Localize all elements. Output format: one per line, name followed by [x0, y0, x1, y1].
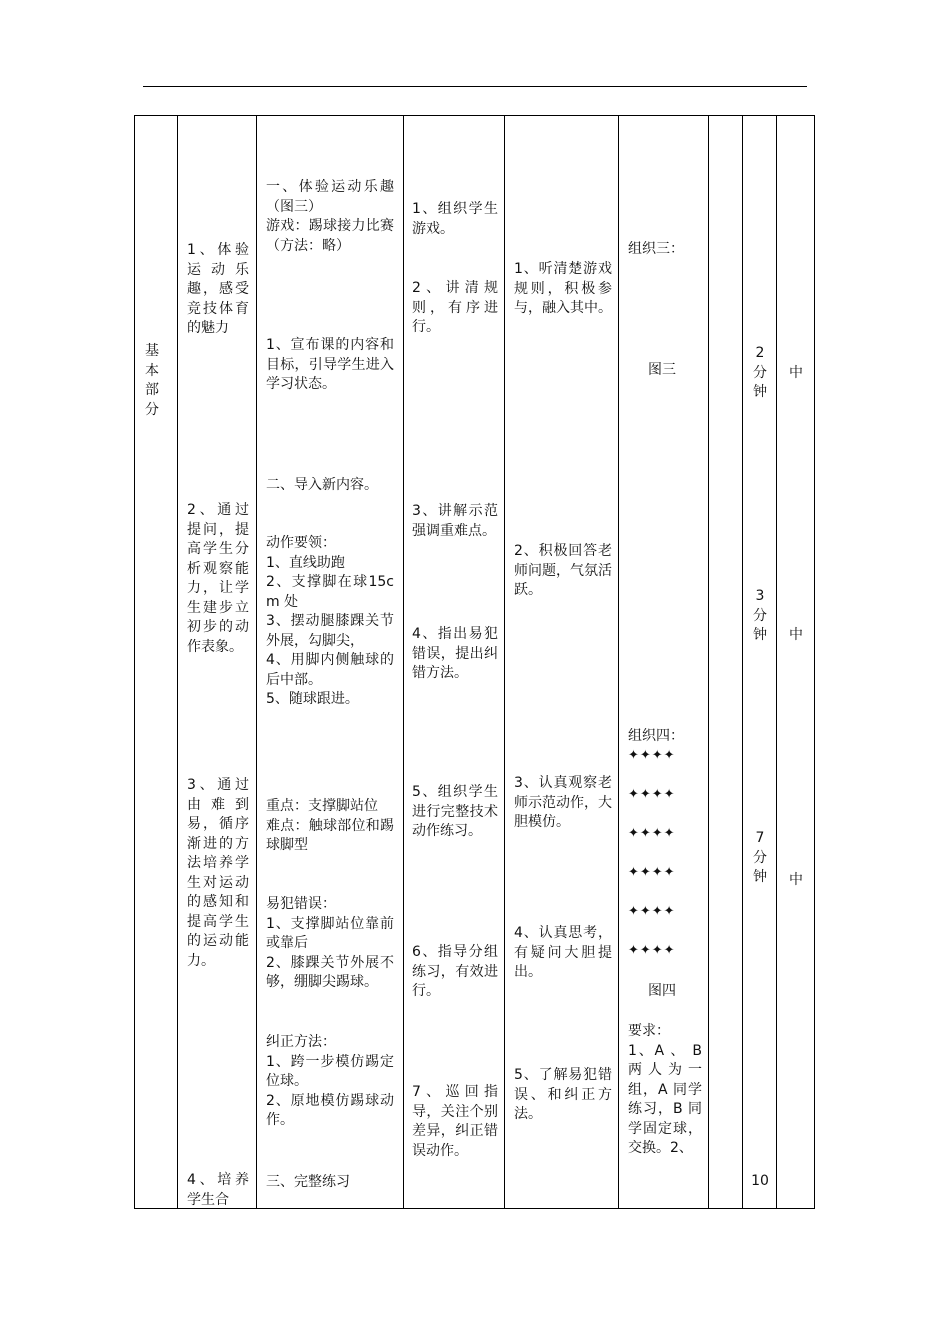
content-part-1: 一、体验运动乐趣（图三） 游戏：踢球接力比赛 （方法：略） — [266, 179, 394, 254]
goal-2: 2、通过提问，提高学生分析观察能力，让学生建步立初步的动作表象。 — [187, 502, 249, 655]
org-4-label: 组织四： — [628, 728, 684, 744]
column-divider — [177, 116, 178, 1208]
intensity-2: 中 — [789, 627, 803, 643]
intensity-1: 中 — [789, 365, 803, 381]
column-divider — [256, 116, 257, 1208]
section-label: 基本部分 — [145, 343, 159, 418]
header-rule — [143, 86, 807, 87]
teacher-step-5: 5、组织学生进行完整技术动作练习。 — [412, 784, 498, 839]
formation-row: ✦✦✦✦ — [628, 865, 676, 880]
content-part-3: 二、导入新内容。 — [266, 477, 378, 493]
content-part-4: 三、完整练习 — [266, 1174, 350, 1190]
column-divider — [403, 116, 404, 1208]
time-block-2: 3 分 钟 — [753, 588, 767, 643]
student-step-3: 3、认真观察老师示范动作，大胆模仿。 — [514, 775, 612, 830]
teacher-step-6: 6、指导分组练习，有效进行。 — [412, 944, 498, 999]
column-divider — [776, 116, 777, 1208]
formation-row: ✦✦✦✦ — [628, 904, 676, 919]
org-3-label: 组织三： — [628, 241, 684, 257]
org-3-figure-caption: 图三 — [648, 362, 676, 378]
time-block-3: 7 分 钟 — [753, 830, 767, 885]
goal-3: 3、通过由难到易，循序渐进的方法培养学生对运动的感知和提高学生的运动能力。 — [187, 777, 249, 969]
content-common-errors: 易犯错误： 1、支撑脚站位靠前或靠后 2、膝踝关节外展不够，绷脚尖踢球。 — [266, 896, 394, 990]
column-divider — [742, 116, 743, 1208]
intensity-3: 中 — [789, 872, 803, 888]
student-step-5: 5、了解易犯错误、和纠正方法。 — [514, 1067, 612, 1122]
student-step-1: 1、听清楚游戏规则，积极参与，融入其中。 — [514, 261, 612, 316]
lesson-plan-table — [134, 115, 815, 1209]
time-block-1: 2 分 钟 — [753, 345, 767, 400]
teacher-step-3: 3、讲解示范强调重难点。 — [412, 503, 498, 539]
formation-row: ✦✦✦✦ — [628, 748, 676, 763]
formation-row: ✦✦✦✦ — [628, 826, 676, 841]
column-divider — [504, 116, 505, 1208]
content-part-2: 1、宣布课的内容和目标，引导学生进入学习状态。 — [266, 337, 394, 392]
column-divider — [618, 116, 619, 1208]
content-corrections: 纠正方法： 1、跨一步模仿踢定位球。 2、原地模仿踢球动作。 — [266, 1034, 394, 1128]
time-block-4: 10 — [751, 1173, 769, 1189]
column-divider — [708, 116, 709, 1208]
org-4-figure-caption: 图四 — [648, 983, 676, 999]
org-requirements: 要求： 1、A 、 B 两人为一组，A 同学 练习，B 同学固定球，交换。2、 — [628, 1023, 702, 1156]
teacher-step-4: 4、指出易犯错误，提出纠错方法。 — [412, 626, 498, 681]
formation-row: ✦✦✦✦ — [628, 787, 676, 802]
formation-row: ✦✦✦✦ — [628, 943, 676, 958]
student-step-4: 4、认真思考，有疑问大胆提出。 — [514, 925, 612, 980]
teacher-step-7: 7、巡回指导，关注个别差异，纠正错误动作。 — [412, 1084, 498, 1159]
content-key-points: 重点：支撑脚站位 难点：触球部位和踢球脚型 — [266, 798, 394, 853]
teacher-step-1: 1、组织学生游戏。 — [412, 201, 498, 237]
goal-1: 1、体验运动乐趣，感受竞技体育的魅力 — [187, 242, 249, 336]
student-step-2: 2、积极回答老师问题，气氛活跃。 — [514, 543, 612, 598]
goal-4: 4、培养学生合 — [187, 1172, 249, 1208]
content-action-points: 动作要领： 1、直线助跑 2、支撑脚在球15cm 处 3、摆动腿膝踝关节外展，勾脚尖， 4、用脚内侧触球的后中部。 5、随球跟进。 — [266, 535, 394, 707]
teacher-step-2: 2、讲清规则，有序进行。 — [412, 280, 498, 335]
